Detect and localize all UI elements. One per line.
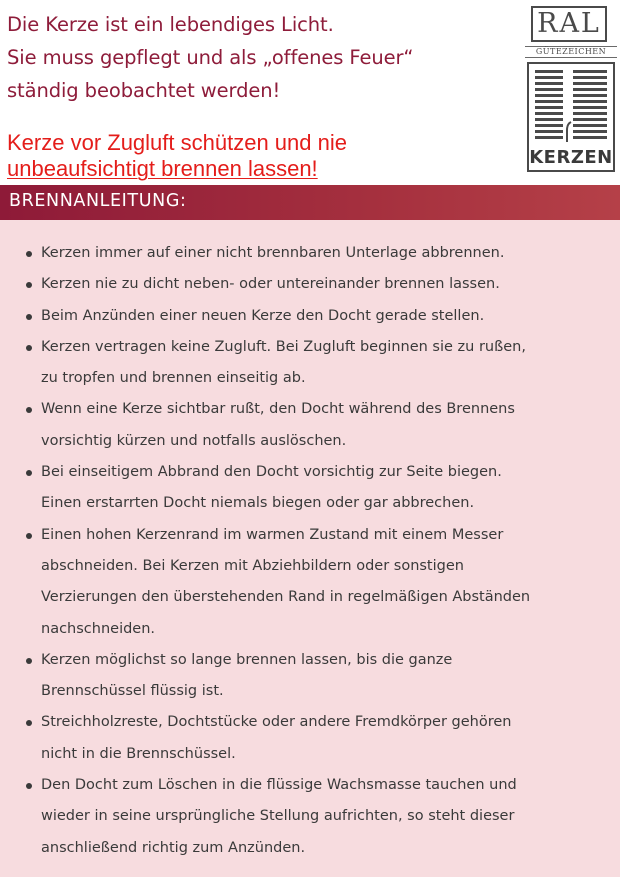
intro-line: Die Kerze ist ein lebendiges Licht. xyxy=(7,13,334,36)
bullet-icon xyxy=(26,345,32,351)
warning-line: unbeaufsichtigt brennen lassen! xyxy=(7,156,318,181)
list-item xyxy=(0,394,620,457)
safety-warning xyxy=(7,130,507,182)
bullet-icon xyxy=(26,282,32,288)
rule-line: Verzierungen den überstehenden Rand in regelmäßigen Abständen xyxy=(41,589,531,606)
rule-line: Kerzen vertragen keine Zugluft. Bei Zugluft beginnen sie zu rußen, xyxy=(41,338,526,355)
rule-line: Kerzen immer auf einer nicht brennbaren Unterlage abbrennen. xyxy=(41,245,505,261)
rule-line: nicht in die Brennschüssel. xyxy=(41,745,236,762)
list-item xyxy=(0,332,620,395)
instructions-title: BRENNANLEITUNG: xyxy=(9,191,187,211)
list-item xyxy=(0,645,620,708)
bullet-icon xyxy=(26,407,32,413)
intro-line: Sie muss gepflegt und als „offenes Feuer“ xyxy=(7,46,414,69)
rule-line: Einen erstarrten Docht niemals biegen oder gar abbrechen. xyxy=(41,495,475,512)
rule-line: Beim Anzünden einer neuen Kerze den Docht gerade stellen. xyxy=(41,307,485,324)
rule-line: nachschneiden. xyxy=(41,620,156,637)
rule-line: Den Docht zum Löschen in die flüssige Wachsmasse tauchen und xyxy=(41,777,517,794)
rule-line: Kerzen nie zu dicht neben- oder untereinander brennen lassen. xyxy=(41,276,500,293)
ral-quality-seal-logo xyxy=(525,4,617,174)
candle-stripes-icon xyxy=(529,64,613,148)
bullet-icon xyxy=(26,314,32,320)
rule-line: wieder in seine ursprüngliche Stellung aufrichten, so steht dieser xyxy=(41,808,515,825)
rule-line: Brennschüssel flüssig ist. xyxy=(41,683,224,700)
bullet-icon xyxy=(26,658,32,664)
bullet-icon xyxy=(26,783,32,789)
ral-mark: RAL xyxy=(531,6,607,42)
rule-line: Kerzen möglichst so lange brennen lassen, bis die ganze xyxy=(41,651,453,668)
rule-line: Streichholzreste, Dochtstücke oder andere Fremdkörper gehören xyxy=(41,714,512,731)
bullet-icon xyxy=(26,470,32,476)
rule-line: anschließend richtig zum Anzünden. xyxy=(41,839,306,856)
ral-product-label: KERZEN xyxy=(529,147,613,168)
list-item xyxy=(0,707,620,770)
list-item xyxy=(0,269,620,300)
rule-line: Bei einseitigem Abbrand den Docht vorsichtig zur Seite biegen. xyxy=(41,464,502,481)
rule-line: Wenn eine Kerze sichtbar rußt, den Docht während des Brennens xyxy=(41,401,515,418)
list-item xyxy=(0,520,620,645)
instructions-header xyxy=(0,185,620,220)
intro-text xyxy=(7,8,507,107)
rule-list xyxy=(0,238,620,864)
bullet-icon xyxy=(26,720,32,726)
instructions-panel xyxy=(0,220,620,877)
list-item xyxy=(0,457,620,520)
list-item xyxy=(0,238,620,269)
rule-line: Einen hohen Kerzenrand im warmen Zustand mit einem Messer xyxy=(41,526,504,543)
rule-line: vorsichtig kürzen und notfalls auslöschen. xyxy=(41,432,347,449)
ral-subtitle: GÜTEZEICHEN xyxy=(525,46,617,58)
intro-line: ständig beobachtet werden! xyxy=(7,79,281,102)
warning-line: Kerze vor Zugluft schützen und nie xyxy=(7,130,347,155)
rule-line: abschneiden. Bei Kerzen mit Abziehbildern oder sonstigen xyxy=(41,557,464,574)
candle-emblem-icon xyxy=(527,62,615,172)
list-item xyxy=(0,770,620,864)
list-item xyxy=(0,301,620,332)
bullet-icon xyxy=(26,533,32,539)
bullet-icon xyxy=(26,251,32,257)
rule-line: zu tropfen und brennen einseitig ab. xyxy=(41,370,306,387)
